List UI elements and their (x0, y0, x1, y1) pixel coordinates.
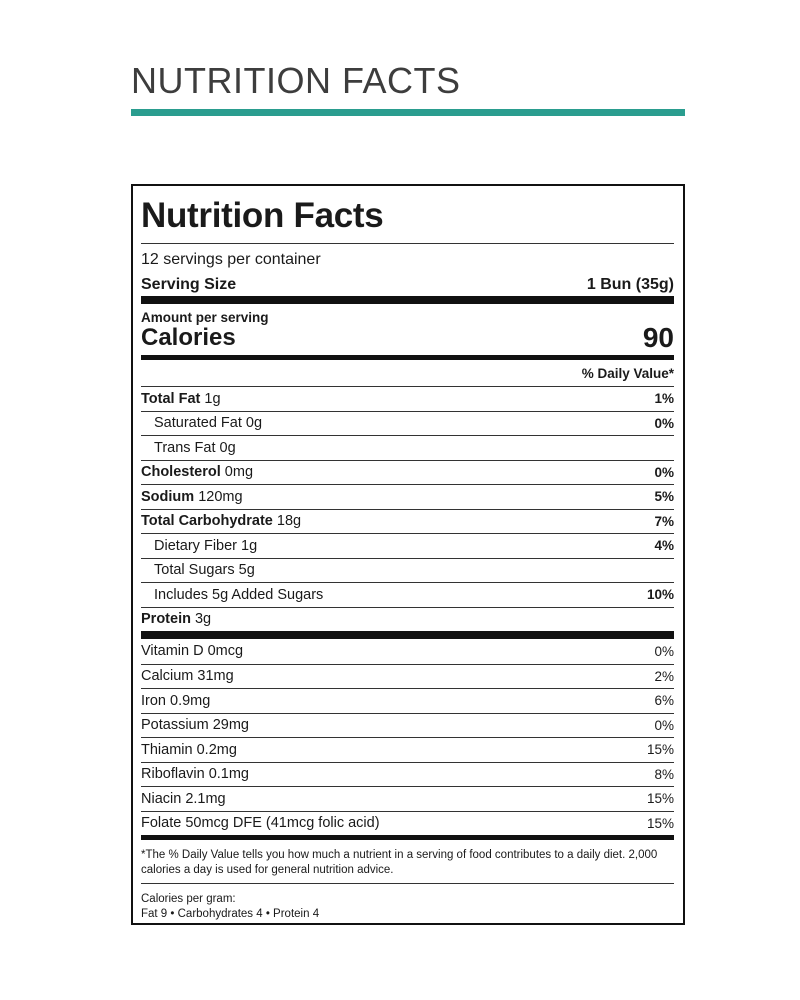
calories-row (141, 322, 674, 355)
vitamin-dv: 15% (646, 791, 674, 807)
vitamin-dv: 15% (646, 815, 674, 831)
vitamin-row (141, 786, 674, 811)
vitamin-row (141, 664, 674, 689)
nutrient-name: Sodium (141, 488, 195, 505)
vitamin-dv: 8% (654, 766, 674, 782)
nutrient-amount: 18g (276, 513, 302, 530)
nutrient-name: Cholesterol (141, 464, 221, 481)
nutrient-name: Protein (141, 611, 191, 628)
vitamin-dv: 0% (654, 643, 674, 659)
vitamin-dv: 0% (654, 717, 674, 733)
nutrient-amount: 120mg (198, 488, 243, 505)
nutrient-dv: 7% (654, 513, 674, 529)
vitamin-dv: 2% (654, 668, 674, 684)
nutrient-name: Total Carbohydrate (141, 513, 273, 530)
nutrient-row (141, 386, 674, 411)
calories-per-gram-values: Fat 9 • Carbohydrates 4 • Protein 4 (141, 908, 320, 920)
calories-per-gram-label: Calories per gram: (141, 893, 236, 905)
nutrient-dv: 4% (654, 538, 674, 554)
vitamin-name: Thiamin 0.2mg (141, 741, 237, 758)
vitamin-name: Potassium 29mg (141, 717, 249, 734)
nutrient-row (141, 435, 674, 460)
daily-value-footnote: *The % Daily Value tells you how much a nutrient in a serving of food contributes to a daily diet. 2,000 calories a day is used for general nutrition advice. (141, 849, 658, 876)
vitamin-name: Niacin 2.1mg (141, 790, 226, 807)
nutrient-dv: 0% (654, 415, 674, 431)
vitamin-row (141, 713, 674, 738)
thick-divider (141, 631, 674, 639)
nutrient-name: Saturated Fat 0g (154, 415, 263, 432)
nutrient-amount: 1g (204, 390, 221, 407)
daily-value-header: % Daily Value* (581, 366, 674, 381)
vitamin-row (141, 811, 674, 836)
nutrient-name: Total Sugars 5g (154, 562, 255, 579)
nutrient-name: Includes 5g Added Sugars (154, 586, 324, 603)
vitamin-row (141, 639, 674, 664)
nutrient-row (141, 460, 674, 485)
vitamin-row (141, 762, 674, 787)
nutrient-dv: 10% (646, 587, 674, 603)
vitamin-name: Riboflavin 0.1mg (141, 766, 249, 783)
amount-per-serving: Amount per serving (141, 310, 269, 325)
serving-size-label: Serving Size (141, 276, 237, 293)
serving-size-value: 1 Bun (35g) (586, 276, 674, 293)
vitamin-row (141, 688, 674, 713)
vitamin-name: Folate 50mcg DFE (41mcg folic acid) (141, 815, 380, 832)
label-title: Nutrition Facts (141, 196, 384, 235)
nutrient-row (141, 558, 674, 583)
nutrient-row (141, 607, 674, 632)
calories-per-gram (141, 884, 674, 922)
nutrient-row (141, 582, 674, 607)
vitamin-name: Iron 0.9mg (141, 692, 211, 709)
nutrient-row (141, 509, 674, 534)
heading-accent-rule (131, 109, 685, 116)
nutrient-name: Dietary Fiber 1g (154, 537, 258, 554)
nutrient-row (141, 411, 674, 436)
calories-value: 90 (642, 322, 674, 353)
nutrient-amount: 0mg (224, 464, 254, 481)
nutrient-dv: 5% (654, 489, 674, 505)
vitamin-row (141, 737, 674, 762)
calories-label: Calories (141, 324, 236, 351)
nutrient-name: Trans Fat 0g (154, 439, 236, 456)
vitamin-name: Calcium 31mg (141, 668, 234, 685)
vitamin-dv: 15% (646, 742, 674, 758)
nutrient-row (141, 484, 674, 509)
nutrient-name: Total Fat (141, 390, 201, 407)
thick-divider (141, 296, 674, 304)
nutrient-dv: 0% (654, 464, 674, 480)
servings-per-container: 12 servings per container (141, 251, 321, 268)
serving-size-row (141, 270, 674, 296)
nutrition-label (131, 184, 685, 925)
vitamin-dv: 6% (654, 693, 674, 709)
nutrient-dv: 1% (654, 391, 674, 407)
nutrient-amount: 3g (194, 611, 212, 628)
nutrient-row (141, 533, 674, 558)
page-heading: NUTRITION FACTS (131, 60, 461, 101)
vitamin-name: Vitamin D 0mcg (141, 643, 244, 660)
